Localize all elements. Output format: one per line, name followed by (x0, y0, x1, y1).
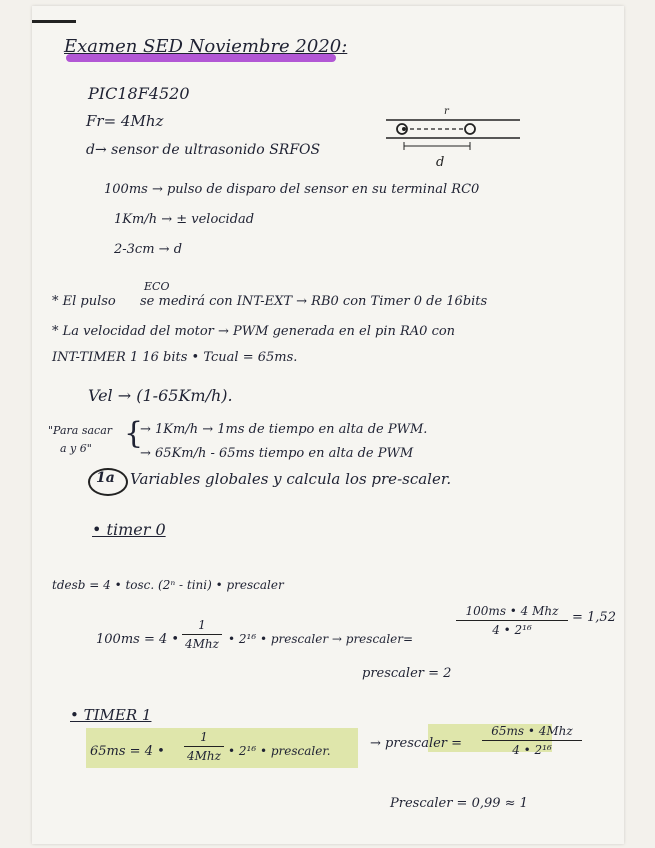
note-speed: 1Km/h → ± velocidad (114, 212, 255, 227)
task-text: Variables globales y calcula los pre-scaler. (130, 470, 452, 488)
frequency: Fr= 4Mhz (86, 112, 164, 130)
timer0-eq-right: • 2¹⁶ • prescaler → prescaler= (228, 632, 414, 646)
timer1-res-den: 4 • 2¹⁶ (512, 743, 552, 757)
timer0-result-value: = 1,52 (572, 610, 616, 625)
timer0-frac-den: 4Mhz (185, 637, 219, 651)
velocity-rule-1: → 1Km/h → 1ms de tiempo en alta de PWM. (140, 422, 428, 437)
note-distance: 2-3cm → d (114, 242, 183, 257)
timer1-result-fraction (482, 724, 582, 757)
velocity-rule-2: → 65Km/h - 65ms tiempo en alta de PWM (140, 446, 414, 461)
sensor-diagram (382, 102, 522, 182)
note-trigger-pulse: 100ms → pulso de disparo del sensor en su terminal RC0 (104, 182, 480, 197)
bullet-eco-label: ECO (144, 280, 170, 293)
timer0-res-num: 100ms • 4 Mhz (465, 604, 559, 618)
timer0-final: prescaler = 2 (362, 666, 452, 681)
timer0-result-fraction (456, 604, 568, 637)
top-dash (32, 20, 76, 23)
velocity-range: Vel → (1-65Km/h). (88, 386, 233, 405)
timer1-arrow: → prescaler = (370, 736, 463, 751)
timer1-eq-fraction (184, 730, 224, 763)
side-note-1: "Para sacar (48, 424, 113, 437)
timer1-frac-den: 4Mhz (187, 749, 221, 763)
diagram-top-label: r (444, 106, 449, 117)
bullet-motor: * La velocidad del motor → PWM generada en el pin RA0 con (52, 324, 456, 339)
timer1-eq-left: 65ms = 4 • (90, 744, 165, 759)
task-number: 1a (96, 470, 115, 486)
timer0-frac-num: 1 (198, 618, 206, 632)
timer0-heading: • timer 0 (92, 520, 166, 539)
brace: { (124, 416, 144, 451)
pic-model: PIC18F4520 (88, 84, 190, 103)
timer0-eq-left: 100ms = 4 • (96, 632, 180, 647)
diagram-d-label: d (436, 155, 445, 170)
timer1-final: Prescaler = 0,99 ≈ 1 (390, 796, 528, 811)
timer1-heading: • TIMER 1 (70, 706, 152, 724)
timer0-res-den: 4 • 2¹⁶ (492, 623, 532, 637)
timer1-eq-right: • 2¹⁶ • prescaler. (228, 744, 331, 758)
bullet-eco-start: * El pulso (52, 294, 116, 309)
notebook-page (32, 6, 624, 844)
bullet-timer1: INT-TIMER 1 16 bits • Tcual = 65ms. (52, 350, 298, 365)
timer1-res-num: 65ms • 4Mhz (491, 724, 573, 738)
timer1-frac-num: 1 (200, 730, 208, 744)
bullet-eco-rest: se medirá con INT-EXT → RB0 con Timer 0 de 16bits (140, 294, 488, 309)
side-note-2: a y 6" (60, 442, 92, 455)
timer0-eq-fraction (182, 618, 222, 651)
page-title: Examen SED Noviembre 2020: (64, 36, 348, 57)
timer0-formula: tdesb = 4 • tosc. (2ⁿ - tini) • prescaler (52, 578, 284, 592)
sensor-line: d→ sensor de ultrasonido SRFOS (86, 142, 321, 158)
